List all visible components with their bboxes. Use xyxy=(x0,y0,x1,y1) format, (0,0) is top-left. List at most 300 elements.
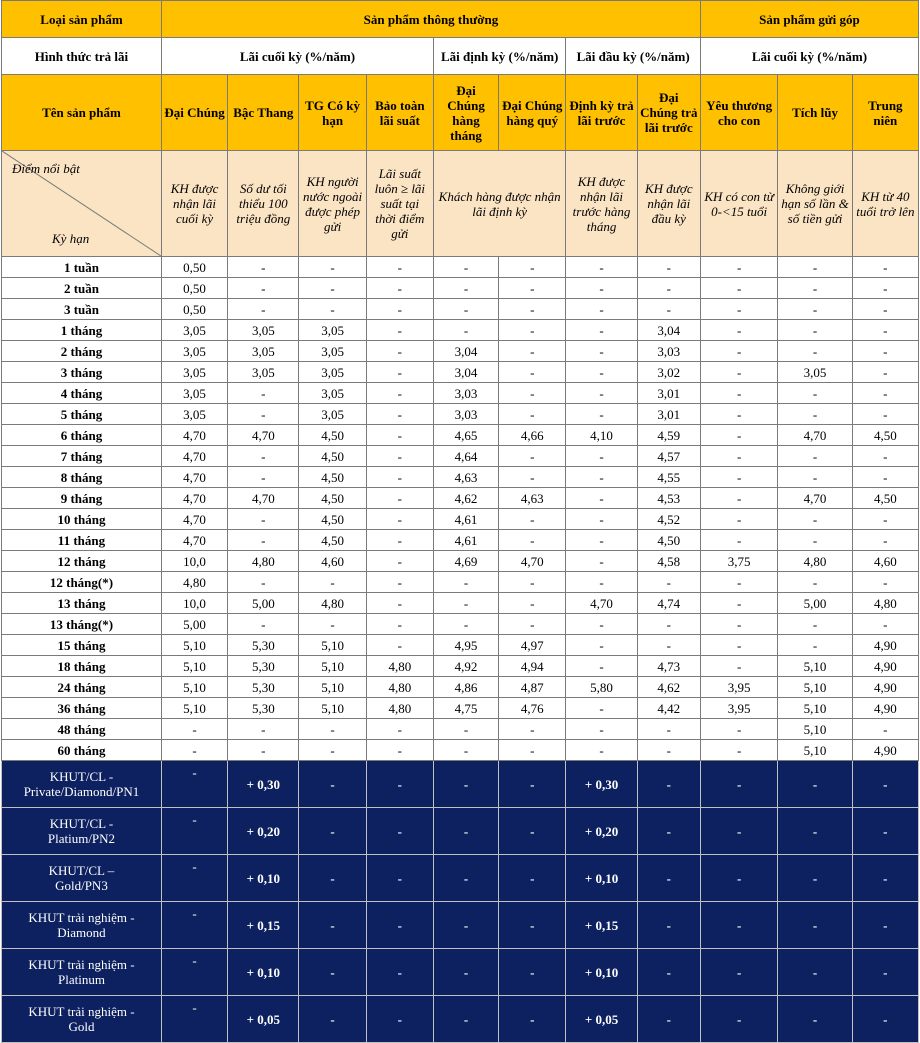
rate-cell: 5,10 xyxy=(161,698,227,719)
rate-cell: 3,05 xyxy=(161,404,227,425)
table-row xyxy=(2,635,919,656)
bonus-cell: - xyxy=(433,996,498,1043)
product-header: Định kỳ trả lãi trước xyxy=(566,75,637,151)
bonus-cell: + 0,10 xyxy=(566,949,637,996)
bonus-cell: - xyxy=(161,949,227,996)
bonus-row xyxy=(2,761,919,808)
rate-cell: - xyxy=(366,509,433,530)
rate-cell: - xyxy=(299,719,366,740)
rate-cell: - xyxy=(852,530,918,551)
term-cell: 60 tháng xyxy=(2,740,162,761)
rate-cell: - xyxy=(228,467,299,488)
rate-cell: - xyxy=(852,320,918,341)
bonus-cell: - xyxy=(299,949,366,996)
method-begin-header: Lãi đầu kỳ (%/năm) xyxy=(566,38,701,75)
table-row xyxy=(2,509,919,530)
table-row xyxy=(2,530,919,551)
rate-cell: - xyxy=(637,299,700,320)
rate-cell: - xyxy=(778,509,852,530)
rate-cell: 5,10 xyxy=(778,719,852,740)
rate-cell: 3,05 xyxy=(299,320,366,341)
rate-cell: 3,95 xyxy=(700,677,777,698)
rate-cell: - xyxy=(700,572,777,593)
rate-cell: - xyxy=(566,383,637,404)
bonus-cell: + 0,10 xyxy=(228,855,299,902)
product-header: Tích lũy xyxy=(778,75,852,151)
bonus-cell: - xyxy=(637,949,700,996)
bonus-cell: - xyxy=(852,949,918,996)
rate-cell: - xyxy=(499,467,566,488)
rate-cell: - xyxy=(499,404,566,425)
rate-cell: 3,05 xyxy=(228,341,299,362)
bonus-cell: - xyxy=(852,808,918,855)
rate-cell: 4,57 xyxy=(637,446,700,467)
rate-cell: - xyxy=(499,572,566,593)
rate-cell: - xyxy=(566,467,637,488)
rate-cell: - xyxy=(299,257,366,278)
term-cell: 36 tháng xyxy=(2,698,162,719)
customer-tier-line2: Gold/PN3 xyxy=(55,878,108,893)
rate-cell: - xyxy=(366,383,433,404)
bonus-cell: - xyxy=(366,808,433,855)
rate-cell: 4,90 xyxy=(852,656,918,677)
rate-cell: - xyxy=(499,446,566,467)
rate-cell: - xyxy=(700,341,777,362)
bonus-cell: - xyxy=(433,808,498,855)
rate-cell: - xyxy=(366,446,433,467)
rate-cell: - xyxy=(228,614,299,635)
term-cell: 13 tháng(*) xyxy=(2,614,162,635)
bonus-cell: - xyxy=(161,761,227,808)
product-header: Yêu thương cho con xyxy=(700,75,777,151)
term-cell: 2 tháng xyxy=(2,341,162,362)
rate-cell: - xyxy=(852,509,918,530)
rate-cell: 4,70 xyxy=(161,530,227,551)
rate-cell: - xyxy=(299,614,366,635)
rate-cell: 4,62 xyxy=(637,677,700,698)
rate-cell: - xyxy=(566,299,637,320)
rate-cell: - xyxy=(433,614,498,635)
rate-cell: - xyxy=(228,719,299,740)
rate-cell: 4,80 xyxy=(299,593,366,614)
rate-cell: 5,10 xyxy=(299,698,366,719)
bonus-cell: - xyxy=(433,949,498,996)
rate-cell: 4,95 xyxy=(433,635,498,656)
bonus-cell: + 0,30 xyxy=(566,761,637,808)
term-cell: 13 tháng xyxy=(2,593,162,614)
rate-cell: - xyxy=(566,572,637,593)
customer-tier-cell xyxy=(2,902,162,949)
rate-cell: - xyxy=(433,320,498,341)
rate-cell: 3,75 xyxy=(700,551,777,572)
rate-cell: - xyxy=(566,404,637,425)
product-header: Trung niên xyxy=(852,75,918,151)
rate-cell: - xyxy=(499,614,566,635)
rate-cell: - xyxy=(852,446,918,467)
rate-cell: - xyxy=(778,446,852,467)
rate-cell: 5,10 xyxy=(778,698,852,719)
table-row xyxy=(2,614,919,635)
rate-cell: - xyxy=(566,509,637,530)
product-header: Đại Chúng xyxy=(161,75,227,151)
table-row xyxy=(2,698,919,719)
rate-cell: - xyxy=(433,572,498,593)
bonus-cell: + 0,05 xyxy=(566,996,637,1043)
rate-cell: - xyxy=(852,299,918,320)
rate-cell: 4,64 xyxy=(433,446,498,467)
rate-cell: 4,69 xyxy=(433,551,498,572)
rate-cell: 3,03 xyxy=(433,404,498,425)
rate-cell: - xyxy=(433,719,498,740)
rate-cell: - xyxy=(637,278,700,299)
rate-cell: - xyxy=(778,614,852,635)
rate-cell: - xyxy=(778,257,852,278)
rate-cell: 4,50 xyxy=(299,467,366,488)
rate-cell: 5,30 xyxy=(228,656,299,677)
rate-cell: - xyxy=(637,614,700,635)
rate-cell: - xyxy=(366,614,433,635)
bonus-cell: - xyxy=(366,996,433,1043)
rate-cell: 4,52 xyxy=(637,509,700,530)
table-row xyxy=(2,320,919,341)
rate-cell: - xyxy=(637,740,700,761)
term-cell: 9 tháng xyxy=(2,488,162,509)
table-row xyxy=(2,257,919,278)
rate-cell: 5,30 xyxy=(228,635,299,656)
rate-cell: - xyxy=(366,488,433,509)
rate-cell: 4,65 xyxy=(433,425,498,446)
table-row xyxy=(2,362,919,383)
rate-cell: 4,62 xyxy=(433,488,498,509)
bonus-cell: + 0,20 xyxy=(566,808,637,855)
rate-cell: 3,02 xyxy=(637,362,700,383)
rate-cell: 5,10 xyxy=(778,656,852,677)
rate-cell: 4,50 xyxy=(852,488,918,509)
table-row xyxy=(2,404,919,425)
rate-cell: 5,10 xyxy=(299,635,366,656)
highlight-dai-chung-truoc: KH được nhận lãi đầu kỳ xyxy=(637,151,700,257)
rate-cell: - xyxy=(700,425,777,446)
rate-cell: - xyxy=(700,593,777,614)
bonus-cell: - xyxy=(778,855,852,902)
rate-cell: - xyxy=(366,530,433,551)
rate-cell: - xyxy=(700,635,777,656)
rate-cell: - xyxy=(433,257,498,278)
bonus-row xyxy=(2,902,919,949)
rate-cell: 4,60 xyxy=(852,551,918,572)
rate-cell: 5,10 xyxy=(778,677,852,698)
method-periodic-header: Lãi định kỳ (%/năm) xyxy=(433,38,565,75)
highlight-tich-luy: Không giới hạn số lần & số tiền gửi xyxy=(778,151,852,257)
table-row xyxy=(2,593,919,614)
bonus-cell: + 0,05 xyxy=(228,996,299,1043)
term-cell: 48 tháng xyxy=(2,719,162,740)
rate-cell: - xyxy=(366,467,433,488)
bonus-cell: + 0,15 xyxy=(566,902,637,949)
highlight-term-corner xyxy=(2,151,162,257)
rate-cell: - xyxy=(499,299,566,320)
rate-cell: 4,76 xyxy=(499,698,566,719)
rate-cell: - xyxy=(433,740,498,761)
rate-cell: - xyxy=(700,467,777,488)
highlight-trung-nien: KH từ 40 tuổi trở lên xyxy=(852,151,918,257)
rate-cell: 4,80 xyxy=(366,656,433,677)
rate-cell: - xyxy=(778,572,852,593)
rate-cell: - xyxy=(499,719,566,740)
term-cell: 12 tháng(*) xyxy=(2,572,162,593)
term-label: Kỳ hạn xyxy=(52,231,90,246)
rate-cell: - xyxy=(778,341,852,362)
customer-tier-line2: Gold xyxy=(68,1019,95,1034)
rate-cell: - xyxy=(566,341,637,362)
rate-cell: - xyxy=(433,593,498,614)
bonus-cell: - xyxy=(366,761,433,808)
rate-cell: - xyxy=(700,740,777,761)
customer-tier-line2: Diamond xyxy=(57,925,106,940)
rate-cell: - xyxy=(852,362,918,383)
rate-cell: 3,01 xyxy=(637,383,700,404)
rate-cell: 5,30 xyxy=(228,677,299,698)
term-cell: 6 tháng xyxy=(2,425,162,446)
bonus-cell: + 0,10 xyxy=(566,855,637,902)
highlight-yeu-thuong: KH có con từ 0-<15 tuổi xyxy=(700,151,777,257)
rate-cell: - xyxy=(778,383,852,404)
rate-cell: - xyxy=(852,404,918,425)
highlight-label: Điểm nổi bật xyxy=(12,161,80,176)
rate-cell: - xyxy=(700,320,777,341)
bonus-cell: - xyxy=(433,902,498,949)
rate-cell: 4,10 xyxy=(566,425,637,446)
highlight-bao-toan: Lãi suất luôn ≥ lãi suất tại thời điểm gửi xyxy=(366,151,433,257)
rate-cell: 4,61 xyxy=(433,509,498,530)
bonus-row xyxy=(2,996,919,1043)
rate-cell: - xyxy=(566,362,637,383)
rate-cell: 4,74 xyxy=(637,593,700,614)
bonus-cell: - xyxy=(637,761,700,808)
product-header: Bảo toàn lãi suất xyxy=(366,75,433,151)
bonus-cell: - xyxy=(433,761,498,808)
highlight-bac-thang: Số dư tối thiểu 100 triệu đồng xyxy=(228,151,299,257)
rate-cell: - xyxy=(366,551,433,572)
term-cell: 8 tháng xyxy=(2,467,162,488)
rate-cell: - xyxy=(637,257,700,278)
rate-cell: 5,10 xyxy=(299,677,366,698)
term-cell: 3 tuần xyxy=(2,299,162,320)
rate-cell: - xyxy=(778,320,852,341)
rate-cell: - xyxy=(700,614,777,635)
bonus-row xyxy=(2,855,919,902)
group-installment-header: Sản phẩm gửi góp xyxy=(700,1,918,38)
rate-cell: - xyxy=(566,635,637,656)
customer-tier-line1: KHUT/CL - xyxy=(49,816,114,831)
rate-cell: - xyxy=(228,278,299,299)
rate-cell: 5,10 xyxy=(161,656,227,677)
term-cell: 5 tháng xyxy=(2,404,162,425)
rate-cell: 4,80 xyxy=(366,698,433,719)
rate-cell: - xyxy=(566,740,637,761)
rate-cell: 4,70 xyxy=(228,488,299,509)
rate-cell: - xyxy=(700,656,777,677)
rate-cell: 4,50 xyxy=(299,530,366,551)
customer-tier-line1: KHUT/CL – xyxy=(48,863,115,878)
customer-tier-line1: KHUT trải nghiệm - xyxy=(28,910,135,925)
table-row xyxy=(2,341,919,362)
rate-cell: - xyxy=(700,362,777,383)
bonus-cell: - xyxy=(499,949,566,996)
rate-cell: 4,42 xyxy=(637,698,700,719)
bonus-cell: - xyxy=(852,902,918,949)
rate-cell: 3,05 xyxy=(299,383,366,404)
rate-cell: 4,59 xyxy=(637,425,700,446)
rate-cell: 4,50 xyxy=(299,446,366,467)
rate-cell: 0,50 xyxy=(161,299,227,320)
rate-cell: 4,70 xyxy=(228,425,299,446)
rate-cell: - xyxy=(499,383,566,404)
term-cell: 24 tháng xyxy=(2,677,162,698)
table-row xyxy=(2,278,919,299)
table-row xyxy=(2,446,919,467)
rate-cell: - xyxy=(700,509,777,530)
rate-cell: 4,58 xyxy=(637,551,700,572)
rate-cell: 4,70 xyxy=(161,446,227,467)
rate-cell: - xyxy=(778,404,852,425)
bonus-cell: - xyxy=(852,855,918,902)
rate-cell: 5,30 xyxy=(228,698,299,719)
term-cell: 4 tháng xyxy=(2,383,162,404)
rate-cell: 4,92 xyxy=(433,656,498,677)
term-cell: 1 tháng xyxy=(2,320,162,341)
rate-cell: 4,70 xyxy=(161,467,227,488)
table-row xyxy=(2,551,919,572)
bonus-cell: - xyxy=(499,808,566,855)
rate-cell: 4,50 xyxy=(637,530,700,551)
rate-cell: 5,10 xyxy=(161,635,227,656)
rate-cell: - xyxy=(433,278,498,299)
bonus-cell: - xyxy=(852,761,918,808)
rate-cell: 4,80 xyxy=(161,572,227,593)
bonus-cell: - xyxy=(366,949,433,996)
rate-cell: 3,03 xyxy=(433,383,498,404)
rate-cell: 4,70 xyxy=(161,509,227,530)
rate-cell: - xyxy=(499,341,566,362)
rate-cell: - xyxy=(852,278,918,299)
bonus-cell: - xyxy=(778,996,852,1043)
bonus-cell: - xyxy=(778,761,852,808)
rate-cell: - xyxy=(700,446,777,467)
rate-cell: - xyxy=(228,257,299,278)
rate-cell: 4,87 xyxy=(499,677,566,698)
rate-cell: - xyxy=(366,572,433,593)
rate-cell: - xyxy=(852,614,918,635)
bonus-cell: - xyxy=(778,949,852,996)
rate-cell: 4,50 xyxy=(299,509,366,530)
rate-cell: - xyxy=(228,299,299,320)
bonus-cell: - xyxy=(700,902,777,949)
term-cell: 3 tháng xyxy=(2,362,162,383)
rate-cell: 3,05 xyxy=(299,341,366,362)
highlight-tg-co-ky-han: KH người nước ngoài được phép gửi xyxy=(299,151,366,257)
rate-cell: 5,10 xyxy=(161,677,227,698)
bonus-cell: - xyxy=(161,808,227,855)
rate-cell: - xyxy=(499,257,566,278)
rate-cell: 4,63 xyxy=(499,488,566,509)
bonus-cell: - xyxy=(161,902,227,949)
table-row xyxy=(2,740,919,761)
customer-tier-cell xyxy=(2,855,162,902)
table-row xyxy=(2,425,919,446)
rate-cell: - xyxy=(700,299,777,320)
rate-cell: - xyxy=(566,278,637,299)
product-header: Đại Chúng trả lãi trước xyxy=(637,75,700,151)
rate-cell: 3,05 xyxy=(161,383,227,404)
rate-cell: - xyxy=(366,299,433,320)
bonus-cell: - xyxy=(852,996,918,1043)
rate-cell: 5,10 xyxy=(299,656,366,677)
rate-cell: 3,05 xyxy=(299,362,366,383)
rate-cell: 4,80 xyxy=(852,593,918,614)
rate-cell: 4,50 xyxy=(299,488,366,509)
rate-cell: - xyxy=(366,425,433,446)
rate-cell: - xyxy=(778,635,852,656)
bonus-cell: - xyxy=(700,949,777,996)
interest-rate-table xyxy=(1,0,919,1043)
rate-cell: - xyxy=(566,719,637,740)
interest-method-label: Hình thức trả lãi xyxy=(2,38,162,75)
method-end-installment-header: Lãi cuối kỳ (%/năm) xyxy=(700,38,918,75)
bonus-cell: + 0,20 xyxy=(228,808,299,855)
bonus-row xyxy=(2,808,919,855)
rate-cell: - xyxy=(161,719,227,740)
rate-cell: 4,94 xyxy=(499,656,566,677)
rate-cell: 4,63 xyxy=(433,467,498,488)
rate-cell: - xyxy=(566,446,637,467)
term-cell: 18 tháng xyxy=(2,656,162,677)
rate-cell: - xyxy=(499,593,566,614)
rate-cell: 4,75 xyxy=(433,698,498,719)
rate-cell: - xyxy=(566,257,637,278)
rate-cell: - xyxy=(228,509,299,530)
rate-cell: 4,50 xyxy=(299,425,366,446)
rate-cell: 4,60 xyxy=(299,551,366,572)
rate-cell: - xyxy=(700,278,777,299)
rate-cell: - xyxy=(566,614,637,635)
product-type-label: Loại sản phẩm xyxy=(2,1,162,38)
bonus-cell: - xyxy=(499,855,566,902)
rate-cell: 3,04 xyxy=(433,341,498,362)
bonus-cell: - xyxy=(433,855,498,902)
customer-tier-cell xyxy=(2,761,162,808)
bonus-cell: - xyxy=(299,996,366,1043)
rate-cell: 4,80 xyxy=(778,551,852,572)
rate-cell: - xyxy=(700,257,777,278)
rate-cell: - xyxy=(366,320,433,341)
bonus-cell: + 0,30 xyxy=(228,761,299,808)
rate-cell: - xyxy=(366,278,433,299)
rate-cell: 3,95 xyxy=(700,698,777,719)
rate-cell: 3,01 xyxy=(637,404,700,425)
term-cell: 15 tháng xyxy=(2,635,162,656)
rate-cell: 5,00 xyxy=(778,593,852,614)
bonus-cell: - xyxy=(700,761,777,808)
highlight-periodic: Khách hàng được nhận lãi định kỳ xyxy=(433,151,565,257)
product-header: Bậc Thang xyxy=(228,75,299,151)
rate-cell: 4,50 xyxy=(852,425,918,446)
customer-tier-line1: KHUT/CL - xyxy=(49,769,114,784)
rate-cell: 5,80 xyxy=(566,677,637,698)
rate-cell: 4,61 xyxy=(433,530,498,551)
term-cell: 10 tháng xyxy=(2,509,162,530)
rate-cell: - xyxy=(433,299,498,320)
